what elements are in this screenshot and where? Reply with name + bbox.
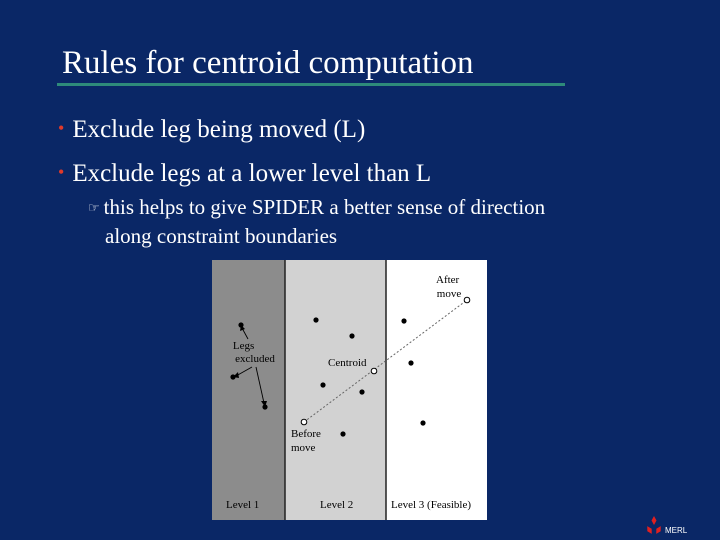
bullet-2 xyxy=(58,157,431,189)
leg-point xyxy=(420,420,425,425)
leg-point xyxy=(359,389,364,394)
bullet-dot-icon: • xyxy=(58,118,65,138)
bullet-2-text: Exclude legs at a lower level than L xyxy=(72,160,432,187)
legs-excluded-line-2: excluded xyxy=(235,353,275,365)
sub-bullet xyxy=(88,193,648,251)
before-move-marker xyxy=(301,419,307,425)
slide-title: Rules for centroid computation xyxy=(62,45,474,81)
leg-point xyxy=(408,360,413,365)
sub-bullet-line-1: this helps to give SPIDER a better sense of direction xyxy=(103,195,546,219)
bullet-1 xyxy=(58,113,365,145)
bullet-dot-icon: • xyxy=(58,162,65,182)
leg-point xyxy=(349,333,354,338)
after-move-line-2: move xyxy=(436,288,462,300)
pointing-hand-icon: ☞ xyxy=(88,200,100,215)
three-diamonds-logo-icon xyxy=(645,516,663,535)
leg-point xyxy=(340,431,345,436)
after-move-marker xyxy=(464,297,470,303)
leg-point xyxy=(313,317,318,322)
centroid-label: Centroid xyxy=(328,357,367,369)
before-move-line-1: Before xyxy=(291,428,321,440)
region-label-level-1: Level 1 xyxy=(226,499,260,511)
title-underline xyxy=(57,83,565,86)
legs-excluded-line-1: Legs xyxy=(232,340,255,352)
centroid-marker xyxy=(371,368,377,374)
region-label-level-2: Level 2 xyxy=(320,499,354,511)
bullet-1-text: Exclude leg being moved (L) xyxy=(72,116,366,143)
after-move-line-1: After xyxy=(436,274,460,286)
region-level-1 xyxy=(212,260,285,520)
before-move-line-2: move xyxy=(291,442,316,454)
region-label-level-3: Level 3 (Feasible) xyxy=(391,499,472,511)
sub-bullet-line-2: along constraint boundaries xyxy=(105,224,338,248)
leg-point xyxy=(320,382,325,387)
merl-logo-text: MERL xyxy=(665,526,688,535)
merl-logo xyxy=(645,515,715,537)
leg-point xyxy=(401,318,406,323)
region-level-2 xyxy=(285,260,386,520)
centroid-diagram xyxy=(212,260,487,520)
